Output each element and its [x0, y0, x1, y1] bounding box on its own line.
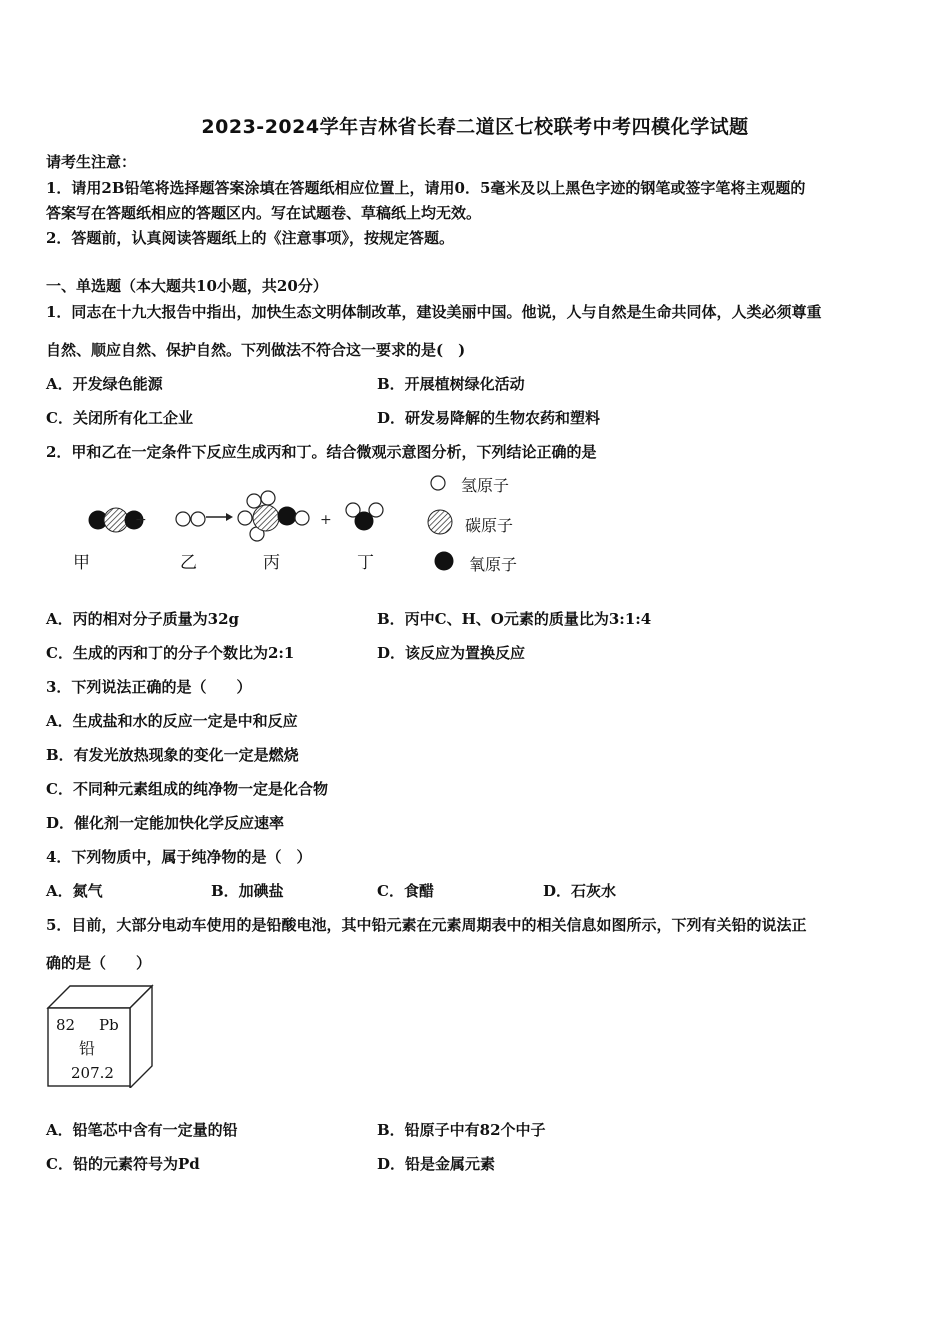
question-stem: 3．下列说法正确的是（ ）	[46, 678, 252, 696]
option-d: D．研发易降解的生物农药和塑料	[377, 409, 601, 427]
option-b: B．有发光放热现象的变化一定是燃烧	[46, 746, 299, 764]
legend-carbon: 碳原子	[465, 516, 514, 535]
option-c: C．生成的丙和丁的分子个数比为2:1	[46, 644, 295, 662]
svg-text:+: +	[320, 512, 332, 528]
option-d: D．催化剂一定能加快化学反应速率	[46, 814, 285, 832]
element-symbol: Pb	[99, 1016, 119, 1034]
option-a: A．铅笔芯中含有一定量的铅	[46, 1121, 238, 1139]
question-stem: 4．下列物质中，属于纯净物的是（ ）	[46, 848, 312, 866]
svg-text:+: +	[135, 512, 147, 528]
option-c: C．铅的元素符号为Pd	[46, 1155, 200, 1173]
option-b: B．铅原子中有82个中子	[377, 1121, 546, 1139]
option-d: D．石灰水	[543, 882, 617, 900]
label-bing: 丙	[263, 553, 280, 573]
label-ding: 丁	[357, 553, 374, 573]
question-stem: 1．同志在十九大报告中指出，加快生态文明体制改革，建设美丽中国。他说，人与自然是生命共同体，人类必须尊重	[46, 303, 822, 321]
legend-hydrogen: 氢原子	[461, 476, 510, 495]
legend-oxygen: 氧原子	[469, 555, 518, 574]
option-c: C．关闭所有化工企业	[46, 409, 193, 427]
element-name: 铅	[79, 1039, 96, 1058]
legend	[428, 476, 454, 571]
notice-line: 2．答题前，认真阅读答题纸上的《注意事项》，按规定答题。	[46, 229, 454, 247]
question-stem: 5．目前，大部分电动车使用的是铅酸电池，其中铅元素在元素周期表中的相关信息如图所示，下列有关铅的说法正	[46, 916, 807, 934]
label-yi: 乙	[180, 553, 197, 573]
question-stem: 确的是（ ）	[46, 954, 152, 972]
notice-heading: 请考生注意：	[46, 153, 137, 171]
notice-line: 答案写在答题纸相应的答题区内。写在试题卷、草稿纸上均无效。	[46, 204, 482, 222]
section-heading: 一、单选题（本大题共10小题，共20分）	[46, 277, 328, 295]
arrow-icon	[206, 513, 233, 521]
option-a: A．开发绿色能源	[46, 375, 163, 393]
option-b: B．加碘盐	[211, 882, 284, 900]
option-c: C．不同种元素组成的纯净物一定是化合物	[46, 780, 328, 798]
notice-line: 1．请用2B铅笔将选择题答案涂填在答题纸相应位置上，请用0．5毫米及以上黑色字迹的钢笔或签字笔将主观题的	[46, 179, 806, 197]
molecule-yi	[176, 512, 205, 526]
option-b: B．丙中C、H、O元素的质量比为3:1:4	[377, 610, 652, 628]
option-a: A．生成盐和水的反应一定是中和反应	[46, 712, 298, 730]
label-jia: 甲	[73, 553, 90, 573]
option-d: D．铅是金属元素	[377, 1155, 496, 1173]
page-title: 2023-2024学年吉林省长春二道区七校联考中考四模化学试题	[201, 116, 749, 138]
option-d: D．该反应为置换反应	[377, 644, 526, 662]
option-a: A．丙的相对分子质量为32g	[46, 610, 240, 628]
atomic-mass: 207.2	[71, 1064, 114, 1082]
option-a: A．氮气	[46, 882, 103, 900]
question-stem: 2．甲和乙在一定条件下反应生成丙和丁。结合微观示意图分析，下列结论正确的是	[46, 443, 597, 461]
option-c: C．食醋	[377, 882, 434, 900]
option-b: B．开展植树绿化活动	[377, 375, 525, 393]
molecule-bing	[238, 491, 309, 541]
question-stem: 自然、顺应自然、保护自然。下列做法不符合这一要求的是( )	[46, 341, 466, 359]
atomic-number: 82	[56, 1016, 76, 1034]
molecule-ding	[346, 503, 383, 531]
